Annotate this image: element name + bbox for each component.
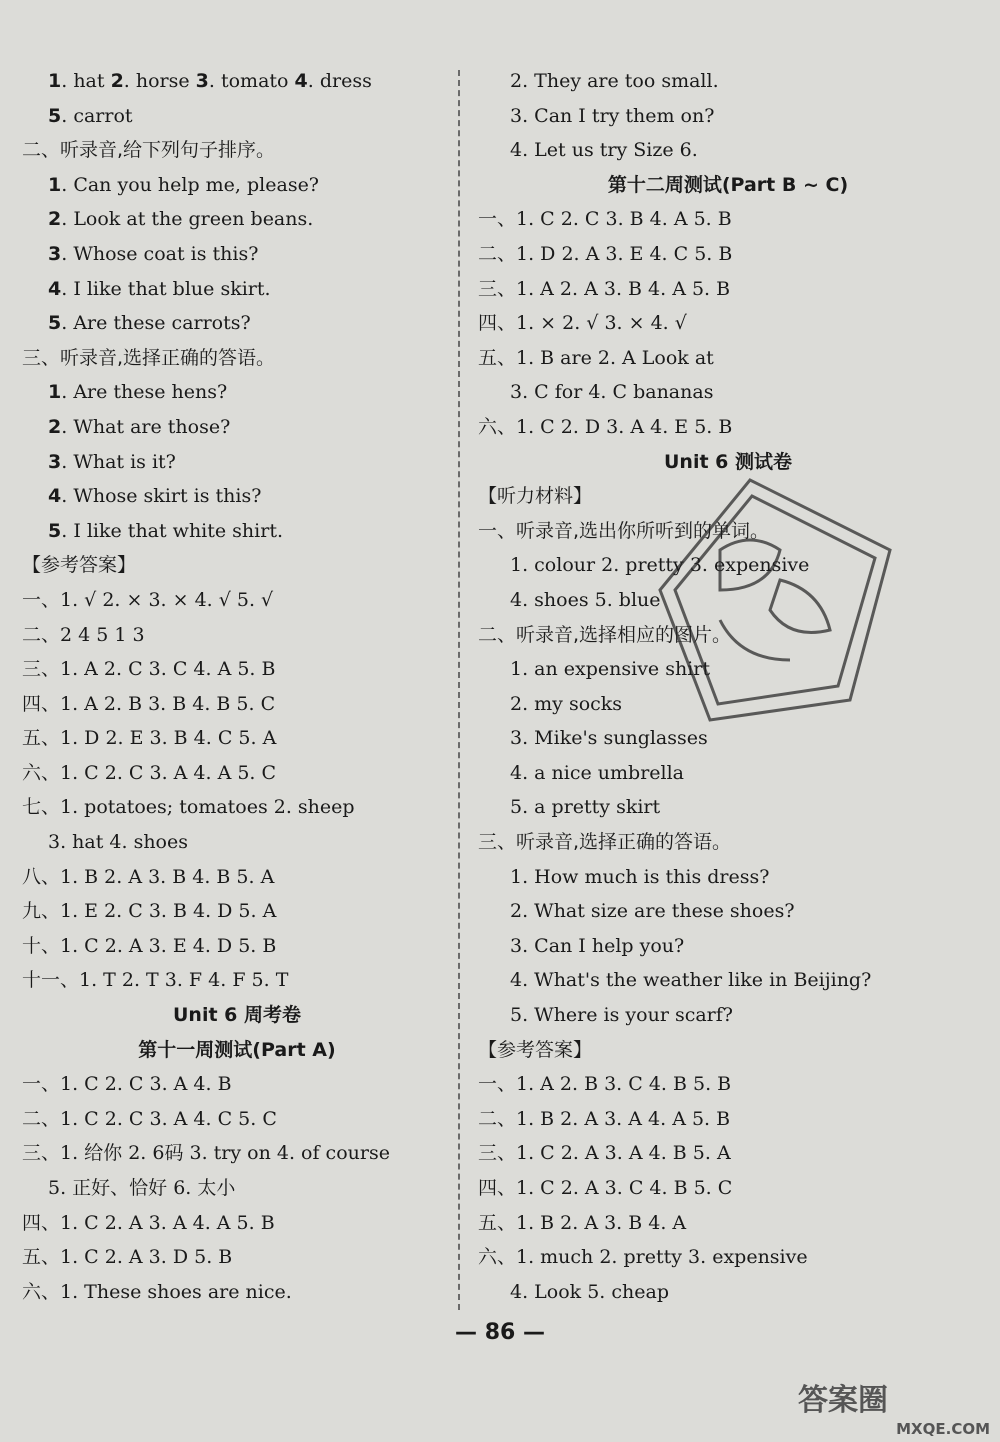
left-line: 5. I like that white shirt. (48, 519, 283, 542)
left-line: 十一、1. T 2. T 3. F 4. F 5. T (22, 969, 289, 992)
page-number: — 86 — (455, 1320, 545, 1345)
right-line: 四、1. C 2. A 3. C 4. B 5. C (478, 1177, 733, 1199)
right-line: 5. Where is your scarf? (510, 1004, 733, 1027)
right-line: 四、1. × 2. √ 3. × 4. √ (478, 312, 687, 335)
left-line: 六、1. C 2. C 3. A 4. A 5. C (22, 761, 277, 784)
left-line: 4. Whose skirt is this? (48, 485, 262, 508)
left-line: 六、1. These shoes are nice. (22, 1280, 292, 1303)
left-line: 2. Look at the green beans. (48, 208, 314, 231)
right-line: 4. shoes 5. blue (510, 588, 661, 611)
left-column (22, 64, 452, 1309)
left-line: 5. carrot (48, 104, 133, 127)
left-line: 八、1. B 2. A 3. B 4. B 5. A (22, 865, 275, 888)
left-line: 4. I like that blue skirt. (48, 277, 271, 300)
right-line: 二、听录音,选择相应的图片。 (478, 623, 732, 646)
left-line: 十、1. C 2. A 3. E 4. D 5. B (22, 934, 277, 957)
left-line: 三、听录音,选择正确的答语。 (22, 346, 276, 369)
right-line: 二、1. B 2. A 3. A 4. A 5. B (478, 1107, 731, 1130)
left-line: 七、1. potatoes; tomatoes 2. sheep (22, 796, 355, 819)
right-line: 一、听录音,选出你所听到的单词。 (478, 519, 770, 542)
right-line: 【参考答案】 (478, 1038, 593, 1061)
left-line: 九、1. E 2. C 3. B 4. D 5. A (22, 900, 277, 923)
right-line: 一、1. C 2. C 3. B 4. A 5. B (478, 208, 732, 231)
right-line: 3. C for 4. C bananas (510, 381, 714, 404)
left-line: 二、2 4 5 1 3 (22, 623, 145, 646)
left-line: 【参考答案】 (22, 554, 137, 577)
right-line: 第十二周测试(Part B ~ C) (607, 173, 849, 196)
right-line: 五、1. B are 2. A Look at (478, 346, 714, 369)
left-line: 三、1. A 2. C 3. C 4. A 5. B (22, 658, 276, 681)
right-line: 一、1. A 2. B 3. C 4. B 5. B (478, 1073, 732, 1096)
right-line: 五、1. B 2. A 3. B 4. A (478, 1211, 687, 1234)
left-line: 一、1. √ 2. × 3. × 4. √ 5. √ (22, 588, 274, 611)
left-line: 五、1. D 2. E 3. B 4. C 5. A (22, 727, 277, 750)
watermark-url: MXQE.COM (896, 1420, 990, 1438)
left-line: 3. What is it? (48, 450, 176, 473)
column-divider (458, 70, 460, 1310)
left-line: 四、1. A 2. B 3. B 4. B 5. C (22, 692, 276, 715)
right-line: 1. an expensive shirt (510, 658, 711, 681)
right-line: 【听力材料】 (478, 485, 593, 508)
right-line: 1. How much is this dress? (510, 865, 770, 888)
left-line: 1. Can you help me, please? (48, 173, 319, 196)
left-line: Unit 6 周考卷 (173, 1004, 301, 1027)
left-line: 一、1. C 2. C 3. A 4. B (22, 1073, 232, 1096)
right-line: 三、听录音,选择正确的答语。 (478, 831, 732, 854)
right-line: 2. What size are these shoes? (510, 900, 795, 923)
right-line: 1. colour 2. pretty 3. expensive (510, 554, 810, 577)
left-line: 1. Are these hens? (48, 381, 228, 404)
right-line: Unit 6 测试卷 (664, 450, 792, 473)
right-column (478, 64, 978, 1309)
left-line: 2. What are those? (48, 415, 231, 438)
left-line: 五、1. C 2. A 3. D 5. B (22, 1246, 233, 1269)
right-line: 三、1. C 2. A 3. A 4. B 5. A (478, 1142, 731, 1165)
left-line: 5. Are these carrots? (48, 312, 251, 335)
left-line: 5. 正好、恰好 6. 太小 (48, 1177, 236, 1199)
left-line: 3. Whose coat is this? (48, 242, 259, 265)
svg-text:答案圈: 答案圈 (798, 1383, 888, 1418)
right-line: 3. Can I try them on? (510, 104, 715, 127)
right-line: 4. Let us try Size 6. (510, 139, 698, 162)
left-line: 第十一周测试(Part A) (138, 1038, 336, 1061)
right-line: 4. Look 5. cheap (510, 1280, 669, 1303)
left-line: 1. hat 2. horse 3. tomato 4. dress (48, 70, 372, 92)
right-line: 4. a nice umbrella (510, 761, 684, 784)
left-line: 三、1. 给你 2. 6码 3. try on 4. of course (22, 1142, 390, 1165)
right-line: 二、1. D 2. A 3. E 4. C 5. B (478, 242, 733, 265)
right-line: 六、1. C 2. D 3. A 4. E 5. B (478, 415, 733, 438)
right-line: 3. Can I help you? (510, 934, 685, 957)
left-line: 3. hat 4. shoes (48, 831, 188, 854)
right-line: 5. a pretty skirt (510, 796, 661, 819)
right-line: 2. my socks (510, 692, 623, 715)
left-line: 四、1. C 2. A 3. A 4. A 5. B (22, 1211, 275, 1234)
right-line: 六、1. much 2. pretty 3. expensive (478, 1246, 808, 1269)
right-line: 4. What's the weather like in Beijing? (510, 969, 872, 992)
left-line: 二、1. C 2. C 3. A 4. C 5. C (22, 1107, 277, 1130)
left-line: 二、听录音,给下列句子排序。 (22, 139, 276, 162)
right-line: 三、1. A 2. A 3. B 4. A 5. B (478, 277, 731, 300)
right-line: 3. Mike's sunglasses (510, 727, 708, 750)
right-line: 2. They are too small. (510, 70, 719, 92)
